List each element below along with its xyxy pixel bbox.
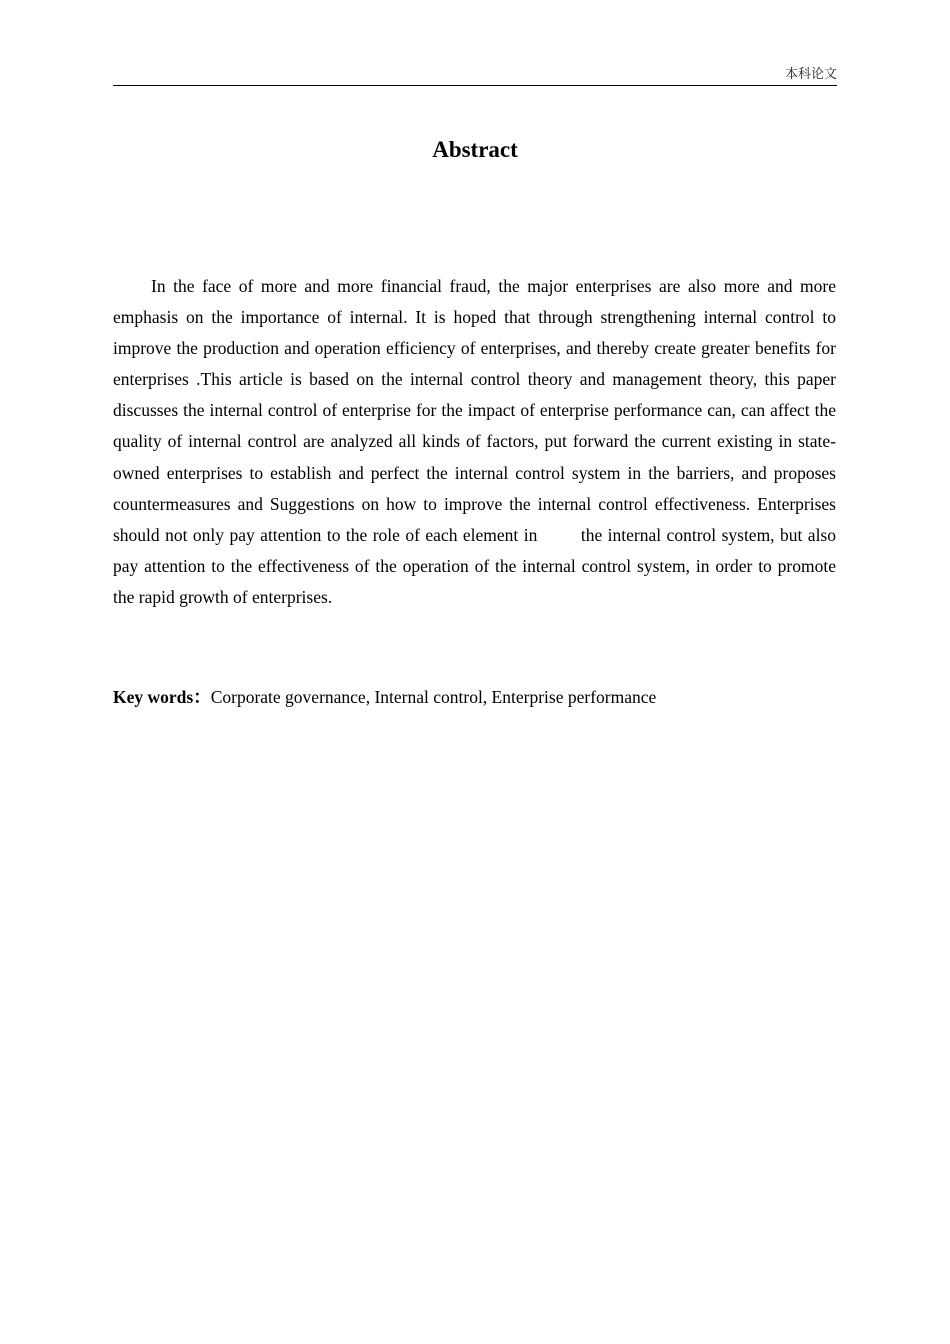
abstract-title: Abstract <box>432 137 518 162</box>
keywords-value: Corporate governance, Internal control, Enterprise performance <box>210 687 657 707</box>
page-header <box>113 66 837 86</box>
keywords <box>113 682 836 712</box>
header-text: 本科论文 <box>784 67 837 82</box>
abstract-body: In the face of more and more financial fraud, the major enterprises are also more and more emphasis on the importance of internal. It is hoped that through strengthening internal control to improve the production and operation efficiency of enterprises, and thereby create greater benefits for enterprises .This article is based on the internal control theory and management theory, this paper discusses the internal control of enterprise for the impact of enterprise performance can, can affect the quality of internal control are analyzed all kinds of factors, put forward the current existing in state-owned enterprises to establish and perfect the internal control system in the barriers, and proposes countermeasures and Suggestions on how to improve the internal control effectiveness. Enterprises should not only pay attention to the role of each element in the internal control system, but also pay attention to the effectiveness of the operation of the internal control system, in order to promote the rapid growth of enterprises. <box>113 276 836 607</box>
keywords-label: Key words： <box>113 687 211 707</box>
